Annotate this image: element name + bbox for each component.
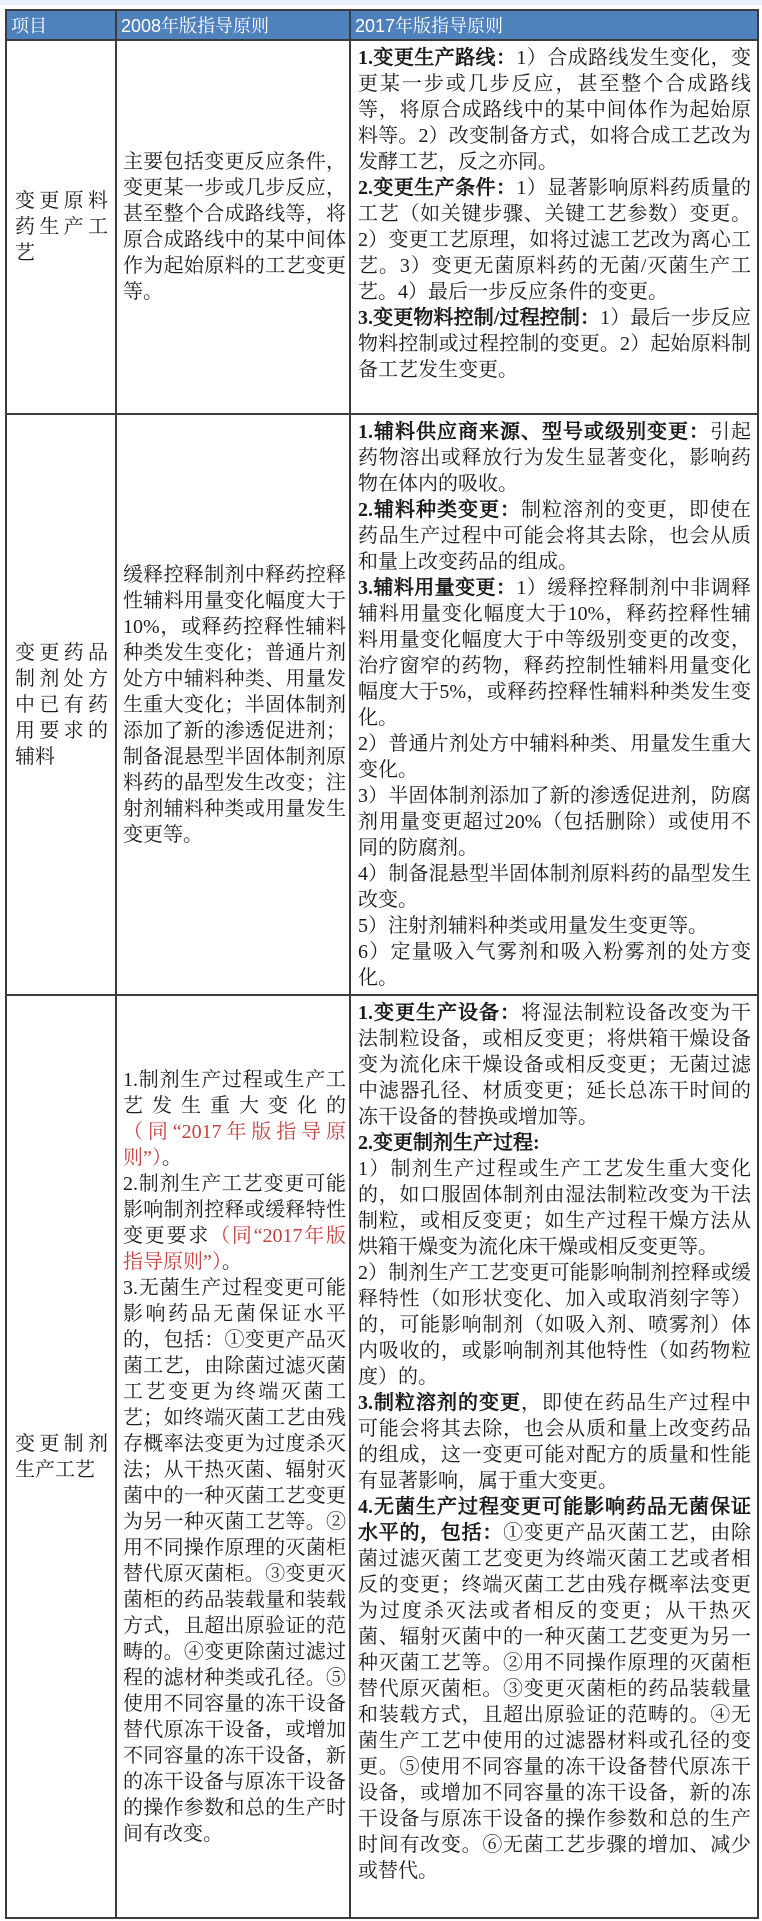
body-text: 1）最后一步反应物料控制或过程控制的变更。2）起始原料制备工艺发生变更。 <box>358 307 752 381</box>
paragraph <box>358 419 751 497</box>
body-text: 。 <box>221 1250 242 1273</box>
table-row <box>6 414 758 995</box>
cell-2017-row2 <box>350 414 758 995</box>
body-text: 5）注射剂辅料种类或用量发生变更等。 <box>358 915 708 937</box>
body-text: 3）半固体制剂添加了新的渗透促进剂，防腐剂用量变更超过20%（包括删除）或使用不同的防腐剂。 <box>358 785 751 859</box>
paragraph <box>358 783 751 861</box>
paragraph <box>358 1494 751 1884</box>
cell-2008-row3 <box>116 995 350 1918</box>
paragraph <box>123 562 346 848</box>
body-text: 2）普通片剂处方中辅料种类、用量发生重大变化。 <box>358 733 751 781</box>
paragraph <box>123 1067 346 1171</box>
cell-2008-row2 <box>116 414 350 995</box>
cell-2017-row1 <box>350 40 758 414</box>
body-text: 主要包括变更反应条件，变更某一步或几步反应，甚至整个合成路线等，将原合成路线中的某中间体作为起始原料的工艺变更等。 <box>123 151 346 303</box>
body-text: 1）缓释控释制剂中非调释辅料用量变化幅度大于10%，释药控释性辅料用量变化幅度大于中等级别变更的改变，治疗窗窄的药物，释药控制性辅料用量变化幅度大于5%，或释药控释性辅料种类发生变化。 <box>358 577 752 729</box>
body-text: 6）定量吸入气雾剂和吸入粉雾剂的处方变化。 <box>358 941 751 989</box>
table-header-row <box>6 10 758 40</box>
table-row <box>6 995 758 1918</box>
body-text: 1.制剂生产过程或生产工艺发生重大变化的 <box>123 1068 346 1117</box>
body-text: ，即使在药品生产过程中可能会将其去除，也会从质和量上改变药品的组成，这一变更可能对配方的质量和性能有显著影响，属于重大变更。 <box>358 1392 751 1492</box>
section-heading-text: 4.无菌生产过程变更可能影响药品无菌保证水平的，包括： <box>358 1496 751 1544</box>
body-text: 2）制剂生产工艺变更可能影响制剂控释或缓释特性（如形状变化、加入或取消刻字等）的，可能影响制剂（如吸入剂、喷雾剂）体内吸收的，或影响制剂其他特性（如药物粒度）的。 <box>358 1262 751 1388</box>
section-heading-text: 2.变更制剂生产过程: <box>358 1132 540 1154</box>
header-cell-2008: 2008年版指导原则 <box>116 10 350 40</box>
header-cell-item: 项目 <box>6 10 116 40</box>
body-text: 3.无菌生产过程变更可能影响药品无菌保证水平的，包括：①变更产品灭菌工艺，由除菌过滤灭菌工艺变更为终端灭菌工艺；如终端灭菌工艺由残存概率法变更为过度杀灭法；从干热灭菌、辐射灭菌中的一种灭菌工艺变更为另一种灭菌工艺等。②用不同操作原理的灭菌柜替代原灭菌柜。③变更灭菌柜的药品装载量和装载方式，且超出原验证的范畴的。④变更除菌过滤过程的滤材种类或孔径。⑤使用不同容量的冻干设备替代原冻干设备，或增加不同容量的冻干设备，新的冻干设备与原冻干设备的操作参数和总的生产时间有改变。 <box>123 1276 346 1845</box>
section-heading-text: 1.辅料供应商来源、型号或级别变更： <box>358 421 710 443</box>
cell-2017-row3 <box>350 995 758 1918</box>
section-heading-text: 1.变更生产设备： <box>358 1002 521 1024</box>
paragraph <box>123 149 346 305</box>
paragraph <box>358 1130 751 1156</box>
body-text: ①变更产品灭菌工艺，由除菌过滤灭菌工艺变更为终端灭菌工艺或者相反的变更；终端灭菌工艺由残存概率法变更为过度杀灭法或者相反的变更；从干热灭菌、辐射灭菌中的一种灭菌工艺变更为另一种灭菌工艺等。②用不同操作原理的灭菌柜替代原灭菌柜。③变更灭菌柜的药品装载量和装载方式，且超出原验证的范畴的。④无菌生产工艺中使用的过滤器材料或孔径的变更。⑤使用不同容量的冻干设备替代原冻干设备，或增加不同容量的冻干设备，新的冻干设备与原冻干设备的操作参数和总的生产时间有改变。⑥无菌工艺步骤的增加、减少或替代。 <box>358 1522 752 1882</box>
paragraph <box>358 45 751 175</box>
top-decorative-strip <box>0 0 762 5</box>
paragraph <box>358 939 751 991</box>
paragraph <box>123 1171 346 1275</box>
cell-2008-row1 <box>116 40 350 414</box>
paragraph <box>358 175 751 305</box>
body-text: 引起药物溶出或释放行为发生显著变化，影响药物在体内的吸收。 <box>358 421 751 495</box>
comparison-table <box>5 9 759 1919</box>
paragraph <box>358 497 751 575</box>
paragraph <box>358 861 751 913</box>
paragraph <box>358 731 751 783</box>
paragraph <box>358 1000 751 1130</box>
table-row <box>6 40 758 414</box>
section-heading-text: 2.变更生产条件： <box>358 177 517 199</box>
body-text: 将湿法制粒设备改变为干法制粒设备，或相反变更；将烘箱干燥设备变为流化床干燥设备或相反变更；无菌过滤中滤器孔径、材质变更；延长总冻干时间的冻干设备的替换或增加等。 <box>358 1002 751 1128</box>
paragraph <box>358 1156 751 1260</box>
red-reference-text: （同“2017年版指导原则”） <box>123 1224 346 1273</box>
header-cell-2017: 2017年版指导原则 <box>350 10 758 40</box>
row-item-label: 变更药品制剂处方中已有药用要求的辅料 <box>6 414 116 995</box>
body-text: 制粒溶剂的变更，即使在药品生产过程中可能会将其去除，也会从质和量上改变药品的组成。 <box>358 499 751 573</box>
paragraph <box>358 1260 751 1390</box>
section-heading-text: 2.辅料种类变更： <box>358 499 521 521</box>
red-reference-text: （同“2017年版指导原则”） <box>123 1120 346 1169</box>
row-item-label: 变更原料药生产工艺 <box>6 40 116 414</box>
paragraph <box>358 575 751 731</box>
body-text: 4）制备混悬型半固体制剂原料药的晶型发生改变。 <box>358 863 751 911</box>
body-text: 缓释控释制剂中释药控释性辅料用量变化幅度大于10%，或释药控释性辅料种类发生变化；普通片剂处方中辅料种类、用量发生重大变化；半固体制剂添加了新的渗透促进剂；制备混悬型半固体制剂原料药的晶型发生改变；注射剂辅料种类或用量发生变更等。 <box>123 563 346 846</box>
paragraph <box>358 1390 751 1494</box>
body-text: 1）制剂生产过程或生产工艺发生重大变化的，如口服固体制剂由湿法制粒改变为干法制粒，或相反变更；如生产过程干燥方法从烘箱干燥变为流化床干燥或相反变更等。 <box>358 1158 751 1258</box>
body-text: 1）显著影响原料药质量的工艺（如关键步骤、关键工艺参数）变更。2）变更工艺原理，如将过滤工艺改为离心工艺。3）变更无菌原料药的无菌/灭菌生产工艺。4）最后一步反应条件的变更。 <box>358 177 752 303</box>
section-heading-text: 3.变更物料控制/过程控制： <box>358 307 601 329</box>
row-item-label: 变更制剂生产工艺 <box>6 995 116 1918</box>
paragraph <box>358 305 751 383</box>
section-heading-text: 3.辅料用量变更： <box>358 577 517 599</box>
section-heading-text: 1.变更生产路线： <box>358 47 517 69</box>
body-text: 。 <box>161 1146 182 1169</box>
body-text: 1）合成路线发生变化，变更某一步或几步反应，甚至整个合成路线等，将原合成路线中的某中间体作为起始原料等。2）改变制备方式，如将合成工艺改为发酵工艺，反之亦同。 <box>358 47 752 173</box>
body-text: 2.制剂生产工艺变更可能影响制剂控释或缓释特性变更要求 <box>123 1172 346 1247</box>
paragraph <box>358 913 751 939</box>
paragraph <box>123 1275 346 1847</box>
section-heading-text: 3.制粒溶剂的变更 <box>358 1392 521 1414</box>
